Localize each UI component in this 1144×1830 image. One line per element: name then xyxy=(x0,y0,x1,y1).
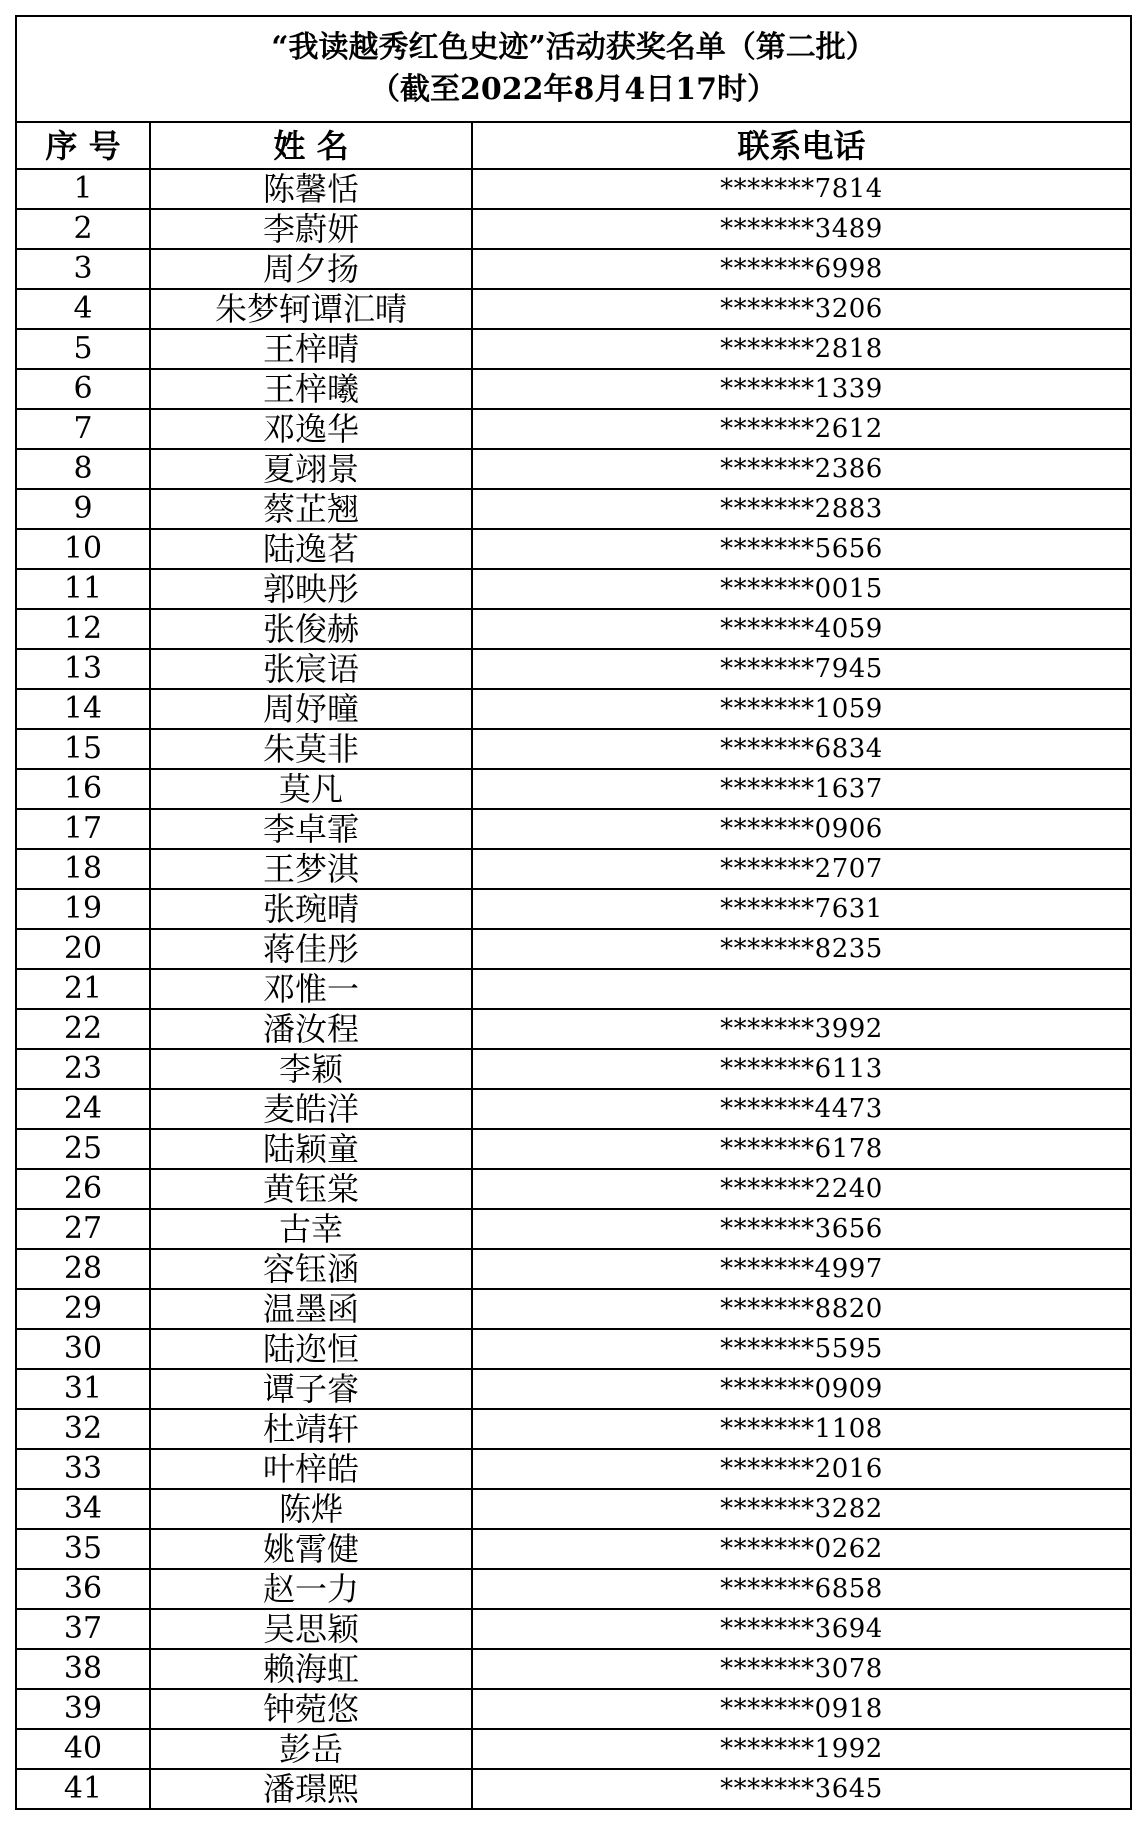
row-name-cell: 李颖 xyxy=(150,1049,472,1089)
row-name-cell: 姚霄健 xyxy=(150,1529,472,1569)
row-name-cell: 杜靖轩 xyxy=(150,1409,472,1449)
row-phone-cell: *******7631 xyxy=(472,889,1131,929)
row-number-cell: 8 xyxy=(16,449,150,489)
document-title xyxy=(16,16,1131,122)
table-row xyxy=(16,1329,1131,1369)
row-phone-cell: *******7814 xyxy=(472,169,1131,209)
row-name-cell: 陈烨 xyxy=(150,1489,472,1529)
table-row xyxy=(16,609,1131,649)
table-row xyxy=(16,889,1131,929)
row-name-cell: 周夕扬 xyxy=(150,249,472,289)
row-phone-cell: *******3645 xyxy=(472,1769,1131,1809)
row-number-cell: 18 xyxy=(16,849,150,889)
row-name-cell: 周妤曈 xyxy=(150,689,472,729)
table-row xyxy=(16,1049,1131,1089)
row-number-cell: 37 xyxy=(16,1609,150,1649)
row-number-cell: 26 xyxy=(16,1169,150,1209)
row-number-cell: 9 xyxy=(16,489,150,529)
table-row xyxy=(16,489,1131,529)
title-line-2: （截至2022年8月4日17时） xyxy=(370,72,777,107)
row-number-cell: 34 xyxy=(16,1489,150,1529)
row-name-cell: 钟菀悠 xyxy=(150,1689,472,1729)
table-row xyxy=(16,769,1131,809)
row-name-cell: 邓逸华 xyxy=(150,409,472,449)
row-phone-cell: *******2818 xyxy=(472,329,1131,369)
row-name-cell: 彭岳 xyxy=(150,1729,472,1769)
table-row xyxy=(16,1129,1131,1169)
row-number-cell: 24 xyxy=(16,1089,150,1129)
row-number-cell: 36 xyxy=(16,1569,150,1609)
row-name-cell: 陆逸茗 xyxy=(150,529,472,569)
row-phone-cell: *******6113 xyxy=(472,1049,1131,1089)
table-row xyxy=(16,1729,1131,1769)
row-name-cell: 朱梦轲谭汇晴 xyxy=(150,289,472,329)
row-number-cell: 41 xyxy=(16,1769,150,1809)
row-number-cell: 30 xyxy=(16,1329,150,1369)
row-phone-cell: *******1637 xyxy=(472,769,1131,809)
table-row xyxy=(16,849,1131,889)
table-row xyxy=(16,1569,1131,1609)
row-name-cell: 邓惟一 xyxy=(150,969,472,1009)
row-name-cell: 吴思颖 xyxy=(150,1609,472,1649)
table-row xyxy=(16,1649,1131,1689)
title-line-1: “我读越秀红色史迹”活动获奖名单（第二批） xyxy=(271,30,876,65)
row-name-cell: 张宸语 xyxy=(150,649,472,689)
row-phone-cell: *******1059 xyxy=(472,689,1131,729)
table-row xyxy=(16,969,1131,1009)
row-phone-cell: *******3489 xyxy=(472,209,1131,249)
row-name-cell: 王梦淇 xyxy=(150,849,472,889)
row-phone-cell: *******3694 xyxy=(472,1609,1131,1649)
row-phone-cell: *******3992 xyxy=(472,1009,1131,1049)
row-phone-cell: *******4059 xyxy=(472,609,1131,649)
row-number-cell: 4 xyxy=(16,289,150,329)
row-name-cell: 温墨函 xyxy=(150,1289,472,1329)
row-name-cell: 张俊赫 xyxy=(150,609,472,649)
table-row xyxy=(16,169,1131,209)
row-number-cell: 29 xyxy=(16,1289,150,1329)
row-name-cell: 赖海虹 xyxy=(150,1649,472,1689)
row-name-cell: 陆迩恒 xyxy=(150,1329,472,1369)
row-phone-cell: *******3282 xyxy=(472,1489,1131,1529)
row-name-cell: 谭子睿 xyxy=(150,1369,472,1409)
row-name-cell: 黄钰棠 xyxy=(150,1169,472,1209)
row-number-cell: 25 xyxy=(16,1129,150,1169)
header-number: 序 号 xyxy=(16,122,150,169)
row-number-cell: 7 xyxy=(16,409,150,449)
row-name-cell: 潘汝程 xyxy=(150,1009,472,1049)
row-phone-cell: *******6834 xyxy=(472,729,1131,769)
table-row xyxy=(16,1689,1131,1729)
row-number-cell: 22 xyxy=(16,1009,150,1049)
table-row xyxy=(16,1529,1131,1569)
table-row xyxy=(16,209,1131,249)
table-row xyxy=(16,1249,1131,1289)
row-number-cell: 27 xyxy=(16,1209,150,1249)
header-name: 姓 名 xyxy=(150,122,472,169)
row-number-cell: 2 xyxy=(16,209,150,249)
row-number-cell: 21 xyxy=(16,969,150,1009)
row-number-cell: 1 xyxy=(16,169,150,209)
row-phone-cell: *******3656 xyxy=(472,1209,1131,1249)
row-phone-cell: *******0918 xyxy=(472,1689,1131,1729)
row-name-cell: 古幸 xyxy=(150,1209,472,1249)
table-row xyxy=(16,809,1131,849)
row-number-cell: 14 xyxy=(16,689,150,729)
row-phone-cell: *******1992 xyxy=(472,1729,1131,1769)
header-row xyxy=(16,122,1131,169)
table-row xyxy=(16,1769,1131,1809)
table-row xyxy=(16,1009,1131,1049)
row-phone-cell: *******5656 xyxy=(472,529,1131,569)
row-number-cell: 23 xyxy=(16,1049,150,1089)
row-name-cell: 张琬晴 xyxy=(150,889,472,929)
row-number-cell: 39 xyxy=(16,1689,150,1729)
row-phone-cell: *******0015 xyxy=(472,569,1131,609)
title-row xyxy=(16,16,1131,122)
row-name-cell: 赵一力 xyxy=(150,1569,472,1609)
header-phone: 联系电话 xyxy=(472,122,1131,169)
row-name-cell: 蒋佳彤 xyxy=(150,929,472,969)
row-number-cell: 16 xyxy=(16,769,150,809)
table-row xyxy=(16,329,1131,369)
row-number-cell: 35 xyxy=(16,1529,150,1569)
row-name-cell: 陈馨恬 xyxy=(150,169,472,209)
row-phone-cell: *******2883 xyxy=(472,489,1131,529)
row-name-cell: 李蔚妍 xyxy=(150,209,472,249)
row-phone-cell: *******8820 xyxy=(472,1289,1131,1329)
row-phone-cell: *******4997 xyxy=(472,1249,1131,1289)
row-phone-cell xyxy=(472,969,1131,1009)
row-phone-cell: *******6178 xyxy=(472,1129,1131,1169)
row-number-cell: 20 xyxy=(16,929,150,969)
winners-table xyxy=(15,15,1132,1810)
table-row xyxy=(16,929,1131,969)
row-name-cell: 麦皓洋 xyxy=(150,1089,472,1129)
table-row xyxy=(16,409,1131,449)
row-phone-cell: *******2612 xyxy=(472,409,1131,449)
table-row xyxy=(16,449,1131,489)
row-phone-cell: *******1108 xyxy=(472,1409,1131,1449)
row-phone-cell: *******2240 xyxy=(472,1169,1131,1209)
winners-table-body xyxy=(16,16,1131,1809)
table-row xyxy=(16,569,1131,609)
table-row xyxy=(16,1289,1131,1329)
row-number-cell: 17 xyxy=(16,809,150,849)
table-row xyxy=(16,1449,1131,1489)
row-phone-cell: *******5595 xyxy=(472,1329,1131,1369)
row-number-cell: 3 xyxy=(16,249,150,289)
row-name-cell: 郭映彤 xyxy=(150,569,472,609)
row-phone-cell: *******0262 xyxy=(472,1529,1131,1569)
row-number-cell: 31 xyxy=(16,1369,150,1409)
row-name-cell: 潘璟熙 xyxy=(150,1769,472,1809)
row-number-cell: 38 xyxy=(16,1649,150,1689)
row-phone-cell: *******0906 xyxy=(472,809,1131,849)
row-number-cell: 5 xyxy=(16,329,150,369)
table-row xyxy=(16,1369,1131,1409)
row-name-cell: 朱莫非 xyxy=(150,729,472,769)
row-phone-cell: *******4473 xyxy=(472,1089,1131,1129)
row-phone-cell: *******6858 xyxy=(472,1569,1131,1609)
row-name-cell: 王梓曦 xyxy=(150,369,472,409)
row-phone-cell: *******2016 xyxy=(472,1449,1131,1489)
table-row xyxy=(16,369,1131,409)
row-name-cell: 陆颖童 xyxy=(150,1129,472,1169)
table-row xyxy=(16,1609,1131,1649)
row-name-cell: 夏翊景 xyxy=(150,449,472,489)
table-row xyxy=(16,1409,1131,1449)
table-row xyxy=(16,289,1131,329)
row-number-cell: 40 xyxy=(16,1729,150,1769)
row-phone-cell: *******8235 xyxy=(472,929,1131,969)
row-number-cell: 6 xyxy=(16,369,150,409)
row-number-cell: 32 xyxy=(16,1409,150,1449)
row-number-cell: 10 xyxy=(16,529,150,569)
row-phone-cell: *******1339 xyxy=(472,369,1131,409)
row-name-cell: 王梓晴 xyxy=(150,329,472,369)
row-name-cell: 李卓霏 xyxy=(150,809,472,849)
row-name-cell: 莫凡 xyxy=(150,769,472,809)
row-name-cell: 蔡芷翘 xyxy=(150,489,472,529)
row-phone-cell: *******0909 xyxy=(472,1369,1131,1409)
table-row xyxy=(16,1169,1131,1209)
row-number-cell: 15 xyxy=(16,729,150,769)
table-row xyxy=(16,1489,1131,1529)
row-phone-cell: *******2386 xyxy=(472,449,1131,489)
table-row xyxy=(16,1089,1131,1129)
row-number-cell: 33 xyxy=(16,1449,150,1489)
table-row xyxy=(16,529,1131,569)
table-row xyxy=(16,729,1131,769)
row-number-cell: 11 xyxy=(16,569,150,609)
table-row xyxy=(16,689,1131,729)
table-row xyxy=(16,249,1131,289)
row-name-cell: 叶梓皓 xyxy=(150,1449,472,1489)
row-phone-cell: *******7945 xyxy=(472,649,1131,689)
row-name-cell: 容钰涵 xyxy=(150,1249,472,1289)
row-phone-cell: *******3078 xyxy=(472,1649,1131,1689)
row-phone-cell: *******6998 xyxy=(472,249,1131,289)
row-number-cell: 12 xyxy=(16,609,150,649)
row-number-cell: 19 xyxy=(16,889,150,929)
row-number-cell: 13 xyxy=(16,649,150,689)
row-phone-cell: *******2707 xyxy=(472,849,1131,889)
row-phone-cell: *******3206 xyxy=(472,289,1131,329)
row-number-cell: 28 xyxy=(16,1249,150,1289)
table-row xyxy=(16,1209,1131,1249)
table-row xyxy=(16,649,1131,689)
